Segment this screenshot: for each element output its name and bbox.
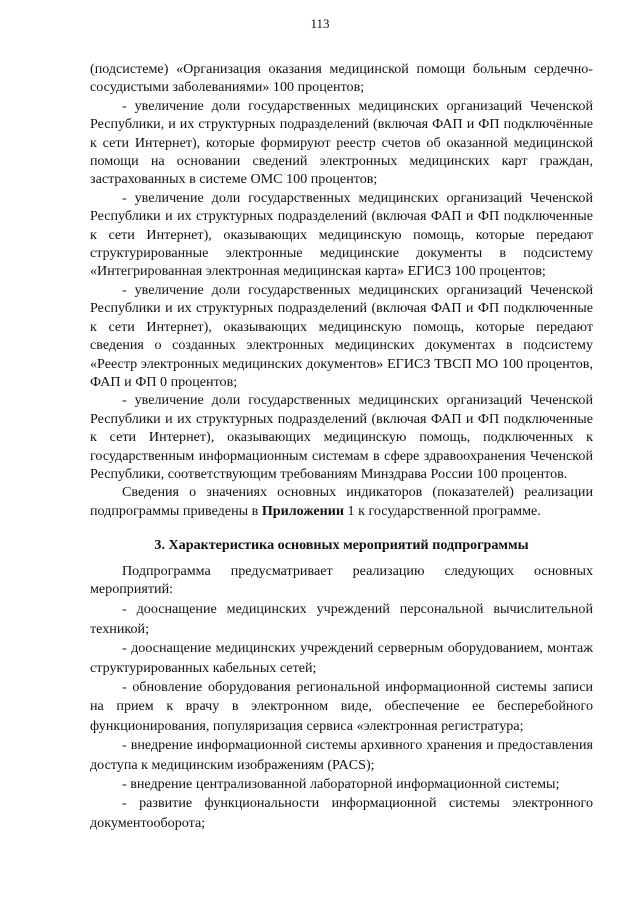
paragraph-indicator-gis: - увеличение доли государственных медицинских организаций Чеченской Республики и их структурных подразделений (включая ФАП и ФП подключенные к сети Интернет), оказывающих медицинскую помощь, подключенных к государственным информационным системам в сфере здравоохранения Чеченской Республики, соответствующим требованиям Минздрава России 100 процентов. [90, 392, 593, 482]
note-text-before: Сведения о значениях основных индикаторов (показателей) реализации подпрограммы приведены в [90, 484, 593, 519]
paragraph-indicator-omc: - увеличение доли государственных медицинских организаций Чеченской Республики, и их структурных подразделений (включая ФАП и ФП подключённые к сети Интернет), которые формируют реестр счетов об оказанной медицинской помощи на основании сведений электронных медицинских карт граждан, застрахованных в системе ОМС 100 процентов; [90, 97, 593, 188]
measure-item: - дооснащение медицинских учреждений персональной вычислительной техникой; [90, 601, 593, 637]
note-text-bold: Приложении [261, 502, 345, 519]
note-text-after: 1 к государственной программе. [344, 502, 541, 519]
paragraph-indicator-iemk: - увеличение доли государственных медицинских организаций Чеченской Республики и их структурных подразделений (включая ФАП и ФП подключенные к сети Интернет), оказывающих медицинскую помощь, которые передают структурированные электронные медицинские документы в подсистему «Интегрированная электронная медицинская карта» ЕГИСЗ 100 процентов; [90, 189, 593, 280]
paragraph-indicator-remd: - увеличение доли государственных медицинских организаций Чеченской Республики и их структурных подразделений (включая ФАП и ФП подключенные к сети Интернет), оказывающих медицинскую помощь, которые передают сведения о созданных электронных медицинских документах в подсистему «Реестр электронных медицинских документов» ЕГИСЗ ТВСП МО 100 процентов, ФАП и ФП 0 процентов; [90, 281, 593, 390]
section-title: 3. Характеристика основных мероприятий подпрограммы [154, 537, 529, 554]
page-number: 113 [310, 16, 330, 31]
measure-item: - внедрение централизованной лабораторной информационной системы; [122, 776, 560, 793]
measure-item: - дооснащение медицинских учреждений серверным оборудованием, монтаж структурированных кабельных сетей; [90, 640, 593, 676]
measure-item: - развитие функциональности информационной системы электронного документооборота; [90, 795, 593, 831]
section-intro: Подпрограмма предусматривает реализацию следующих основных мероприятий: [90, 562, 593, 597]
measure-item: - внедрение информационной системы архивного хранения и предоставления доступа к медицинским изображениям (PACS); [90, 737, 593, 773]
paragraph-continuation: (подсистеме) «Организация оказания медицинской помощи больным сердечно-сосудистыми заболеваниями» 100 процентов; [90, 61, 593, 96]
page-body [90, 60, 593, 833]
measures-list [90, 600, 593, 833]
measure-item: - обновление оборудования региональной информационной системы записи на прием к врачу в электронном виде, обеспечение ее бесперебойного функционирования, популяризация сервиса «электронная регистратура; [90, 679, 593, 734]
paragraph-indicators-note [90, 483, 593, 520]
